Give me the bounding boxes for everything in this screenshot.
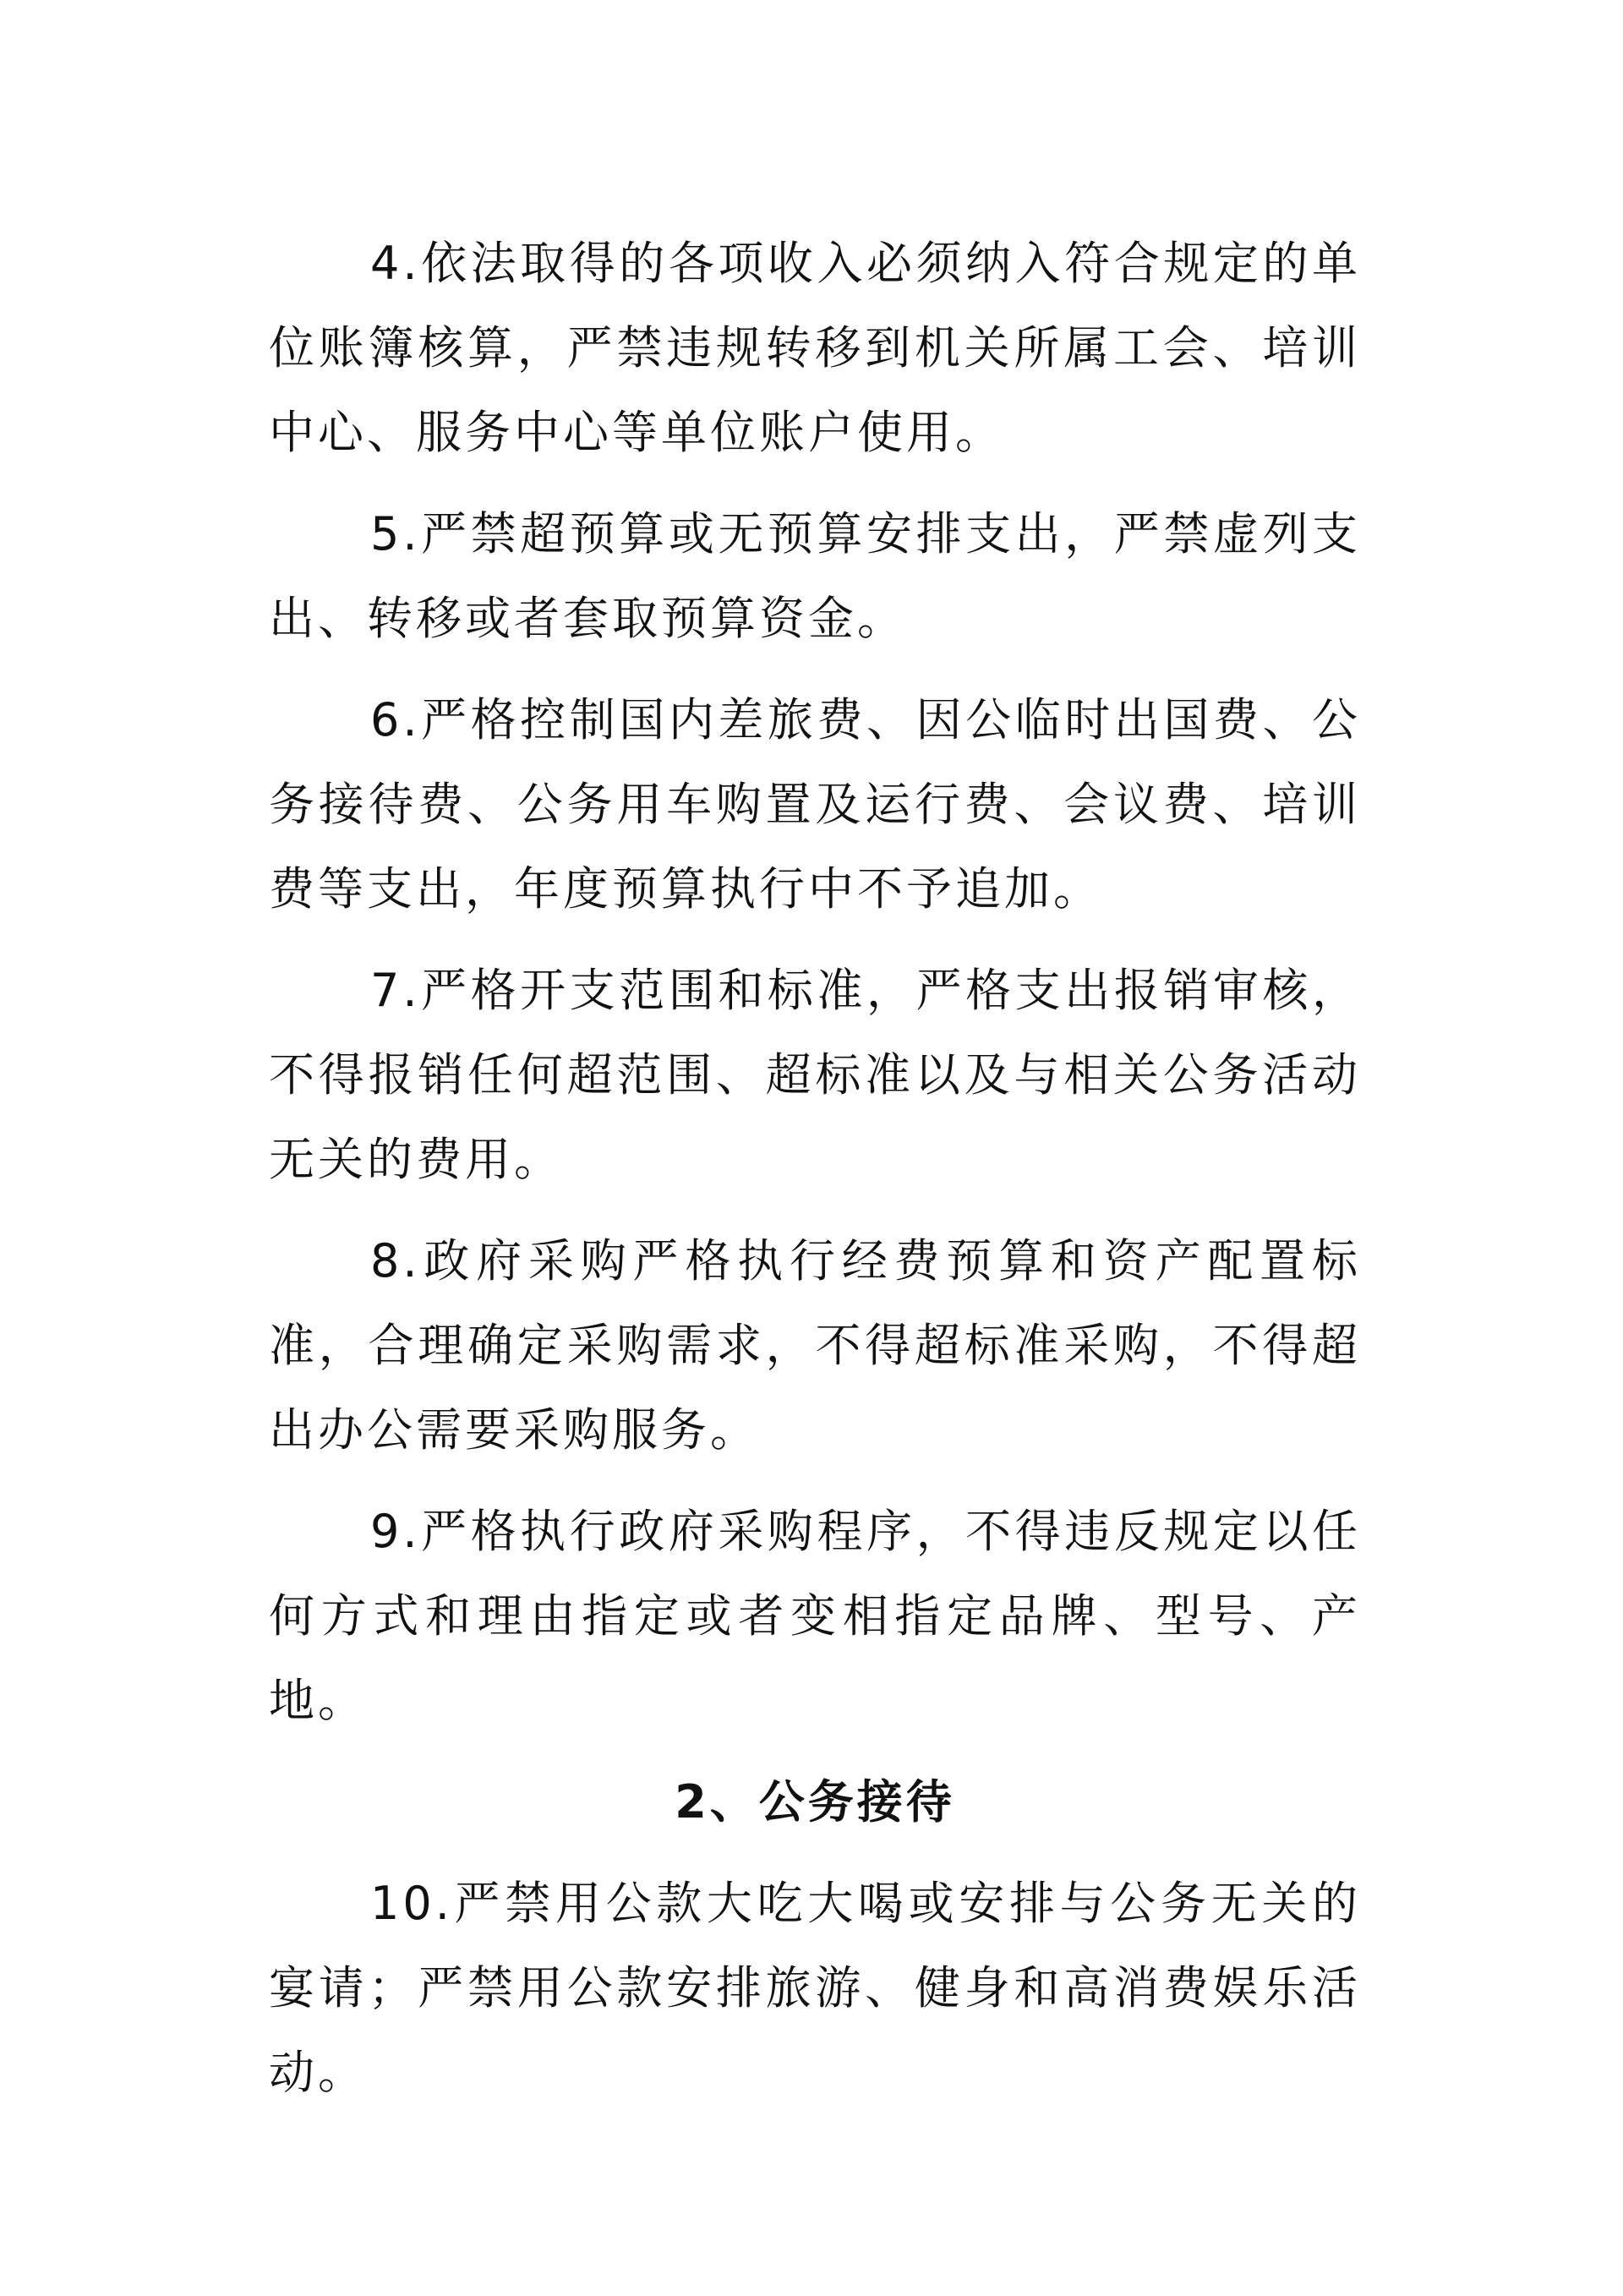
paragraph-item-6: 6.严格控制国内差旅费、因公临时出国费、公务接待费、公务用车购置及运行费、会议费、培训费等支出，年度预算执行中不予追加。 [269,693,1361,916]
document-body [269,221,1361,2132]
paragraph-item-7: 7.严格开支范围和标准，严格支出报销审核，不得报销任何超范围、超标准以及与相关公务活动无关的费用。 [269,964,1361,1186]
paragraph-item-4: 4.依法取得的各项收入必须纳入符合规定的单位账簿核算，严禁违规转移到机关所属工会、培训中心、服务中心等单位账户使用。 [269,237,1361,459]
paragraph-item-10: 10.严禁用公款大吃大喝或安排与公务无关的宴请；严禁用公款安排旅游、健身和高消费娱乐活动。 [269,1877,1361,2099]
paragraph-item-5: 5.严禁超预算或无预算安排支出，严禁虚列支出、转移或者套取预算资金。 [269,507,1361,645]
paragraph-item-8: 8.政府采购严格执行经费预算和资产配置标准，合理确定采购需求，不得超标准采购，不得超出办公需要采购服务。 [269,1234,1361,1457]
paragraph-item-9: 9.严格执行政府采购程序，不得违反规定以任何方式和理由指定或者变相指定品牌、型号、产地。 [269,1505,1361,1727]
section-heading: 2、公务接待 [675,1775,955,1829]
